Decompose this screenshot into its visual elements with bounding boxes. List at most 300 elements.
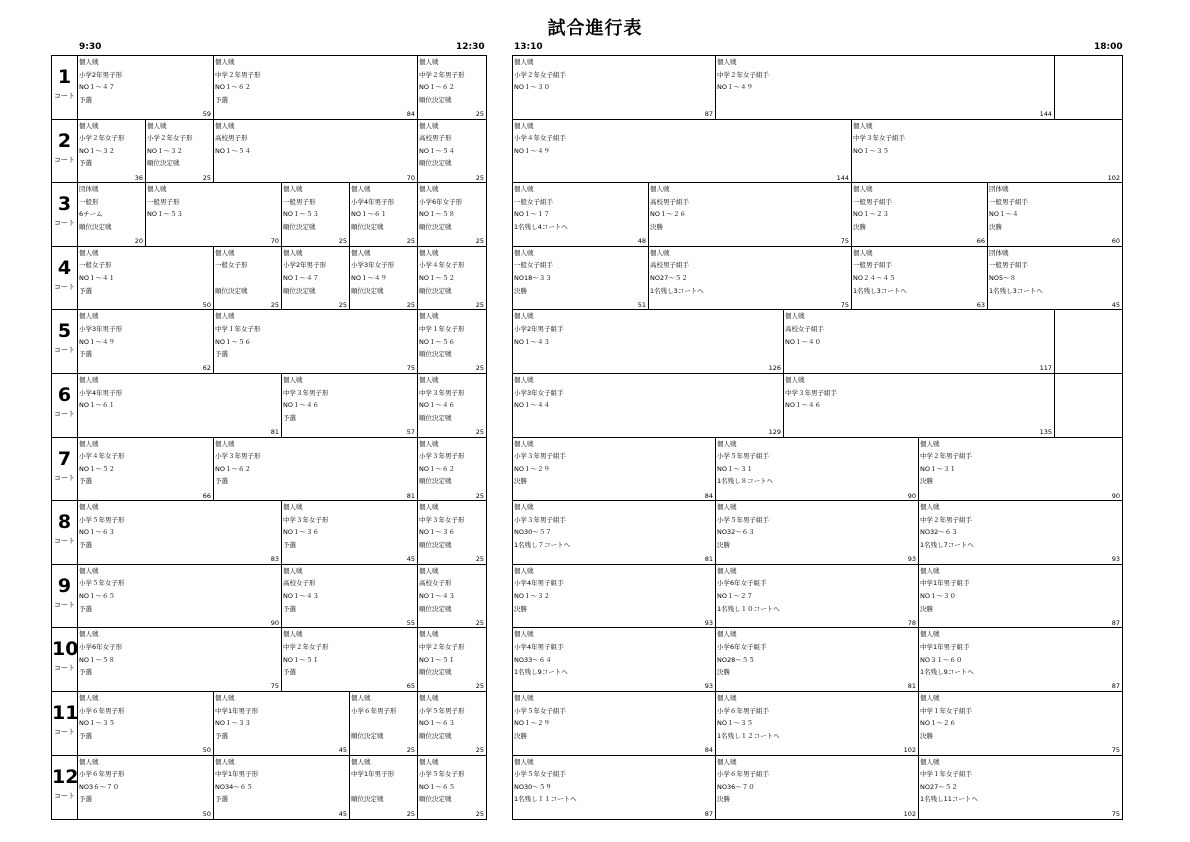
- match-type: 個人戦: [650, 185, 670, 194]
- match-cell: [78, 692, 214, 755]
- court-number-cell: [52, 310, 78, 373]
- match-stage: 1名残し4コートへ: [514, 222, 568, 231]
- match-count: 25: [475, 809, 484, 818]
- match-range: NO１～３６: [283, 528, 319, 537]
- match-range: [351, 781, 417, 794]
- match-type: 個人戦: [283, 185, 303, 194]
- match-type: 個人戦: [785, 312, 805, 321]
- court-label: コート: [54, 346, 75, 355]
- match-range: NO１～３５: [79, 719, 115, 728]
- match-count: 59: [202, 110, 211, 118]
- match-range: NO１～３２: [514, 591, 550, 600]
- match-cat: [1056, 323, 1122, 336]
- match-cell: [78, 501, 282, 564]
- match-cat: 中学３年女子形: [283, 515, 329, 524]
- match-count: 25: [270, 300, 279, 309]
- match-cat: 小学２年女子形: [79, 134, 125, 143]
- match-cell: [1055, 310, 1122, 373]
- match-type: 個人戦: [514, 121, 534, 130]
- match-cat: 小学3年男子形: [79, 324, 123, 333]
- match-cat: 小学４年女子形: [79, 452, 125, 461]
- match-type: [1056, 374, 1122, 387]
- match-count: 25: [406, 237, 415, 246]
- match-stage: [853, 157, 1122, 170]
- match-cell: [513, 628, 716, 691]
- match-count: 50: [202, 746, 211, 754]
- match-cell: [513, 120, 852, 183]
- match-range: NO１～４: [989, 210, 1019, 219]
- match-range: NO１～５１: [283, 655, 319, 664]
- match-cat: [1056, 387, 1122, 400]
- match-stage: [514, 412, 783, 425]
- match-type: 個人戦: [215, 439, 235, 448]
- match-cell: [919, 501, 1122, 564]
- match-type: 個人戦: [215, 58, 235, 66]
- match-type: 個人戦: [853, 248, 873, 257]
- match-type: 個人戦: [79, 248, 99, 257]
- court-label: コート: [54, 219, 75, 228]
- morning-schedule-panel: [51, 55, 487, 820]
- match-cat: 一般形: [79, 197, 99, 206]
- match-stage: 1名残し８コートへ: [717, 477, 774, 486]
- match-cat: 小学3年女子形: [351, 261, 395, 270]
- match-type: 個人戦: [419, 248, 439, 257]
- match-type: 個人戦: [215, 121, 235, 130]
- match-count: 70: [406, 173, 415, 182]
- match-type: 個人戦: [79, 503, 99, 512]
- match-stage: [215, 157, 417, 170]
- match-cat: 中学３年男子形: [283, 388, 329, 397]
- match-stage: 予選: [79, 731, 92, 740]
- match-stage: [785, 348, 1054, 361]
- match-cat: 中学３年女子形: [419, 515, 465, 524]
- match-cell: [513, 247, 649, 310]
- match-cell: [513, 438, 716, 501]
- match-cell: [649, 247, 852, 310]
- match-cell: [350, 692, 418, 755]
- match-stage: 順位決定戦: [419, 350, 452, 359]
- match-type: 個人戦: [215, 312, 235, 321]
- match-count: 81: [406, 491, 415, 500]
- match-cell: [513, 374, 784, 437]
- match-cell: [78, 438, 214, 501]
- match-cat: 中学２年男子組手: [920, 452, 972, 461]
- match-stage: 決勝: [920, 477, 933, 486]
- match-stage: 順位決定戦: [351, 795, 384, 804]
- match-count: 144: [836, 173, 849, 182]
- match-range: NO18～３３: [514, 273, 552, 282]
- match-stage: 1名残し１１コートへ: [514, 795, 577, 804]
- match-count: 102: [903, 746, 916, 754]
- court-label: コート: [54, 410, 75, 418]
- court-row: [52, 565, 486, 629]
- court-number: 12: [52, 765, 79, 788]
- match-cat: [1056, 69, 1122, 82]
- match-cell: [214, 56, 418, 119]
- match-count: 25: [475, 428, 484, 436]
- match-count: 87: [704, 809, 713, 818]
- match-type: 個人戦: [147, 185, 167, 194]
- match-count: 25: [338, 237, 347, 246]
- match-cell: [1055, 374, 1122, 437]
- match-count: 117: [1039, 364, 1052, 373]
- match-cell: [214, 756, 350, 819]
- match-cell: [78, 183, 146, 246]
- match-type: 個人戦: [514, 58, 534, 66]
- match-count: 25: [475, 173, 484, 182]
- match-cell: [784, 310, 1055, 373]
- match-stage: 1名残し3コートへ: [853, 286, 907, 295]
- match-cell: [282, 501, 418, 564]
- match-cat: 一般男子組手: [853, 261, 892, 270]
- match-cat: 高校男子組手: [650, 261, 689, 270]
- match-cell: [716, 438, 919, 501]
- match-cat: 小学５年女子組手: [514, 706, 566, 715]
- match-stage: 順位決定戦: [419, 159, 452, 168]
- match-cat: 小学２年女子形: [147, 134, 193, 143]
- match-range: [1056, 336, 1122, 349]
- match-cell: [716, 565, 919, 628]
- match-range: NO１～３６: [419, 528, 455, 537]
- match-stage: [1056, 94, 1122, 107]
- match-stage: 1名残し7コートへ: [920, 540, 974, 549]
- match-cell: [716, 756, 919, 819]
- match-cell: [852, 247, 988, 310]
- match-stage: [1056, 348, 1122, 361]
- match-cat: 高校女子組手: [785, 324, 824, 333]
- match-range: NO１～４９: [717, 83, 753, 92]
- match-count: 81: [704, 555, 713, 564]
- match-cat: 小学３年男子組手: [514, 515, 566, 524]
- match-cell: [282, 183, 350, 246]
- court-label: コート: [54, 155, 75, 164]
- match-type: 個人戦: [853, 121, 873, 130]
- match-count: 66: [202, 491, 211, 500]
- match-range: NO１～５３: [147, 210, 183, 219]
- match-range: NO１～５６: [419, 337, 455, 346]
- match-cell: [282, 247, 350, 310]
- match-cat: 小学６年男子形: [79, 706, 125, 715]
- match-count: 144: [1039, 110, 1052, 118]
- match-type: 個人戦: [419, 757, 439, 766]
- match-stage: 順位決定戦: [419, 604, 452, 613]
- match-cell: [852, 183, 988, 246]
- match-range: NO１～３５: [853, 146, 889, 155]
- match-stage: 予選: [79, 540, 92, 549]
- match-type: 個人戦: [514, 757, 534, 766]
- match-count: 126: [768, 364, 781, 373]
- match-cell: [716, 56, 1055, 119]
- match-stage: 予選: [215, 795, 228, 804]
- match-stage: 決勝: [514, 731, 527, 740]
- match-type: 個人戦: [514, 694, 534, 702]
- match-cat: 中学１年女子形: [419, 324, 465, 333]
- court-row: [52, 374, 486, 438]
- match-type: 個人戦: [79, 376, 99, 384]
- match-count: 135: [1039, 428, 1052, 436]
- match-cat: 小学３年男子形: [419, 452, 465, 461]
- match-cat: 中学３年男子組手: [785, 388, 837, 397]
- match-range: NO１～５１: [419, 655, 455, 664]
- court-number-cell: [52, 565, 78, 628]
- match-cat: 小学５年男子形: [79, 515, 125, 524]
- match-cell: [350, 247, 418, 310]
- match-type: 個人戦: [283, 248, 303, 257]
- court-number-cell: [52, 692, 78, 755]
- match-type: 個人戦: [419, 566, 439, 575]
- match-cat: 小学３年男子形: [215, 452, 261, 461]
- match-stage: [514, 157, 851, 170]
- timeline-right-end: 18:00: [1094, 42, 1123, 52]
- match-cell: [418, 628, 486, 691]
- match-cell: [418, 120, 486, 183]
- match-type: 個人戦: [79, 630, 99, 639]
- match-stage: 順位決定戦: [419, 286, 452, 295]
- match-type: 個人戦: [351, 185, 371, 194]
- match-cell: [513, 56, 716, 119]
- match-type: 団体戦: [989, 185, 1009, 194]
- match-count: 25: [475, 555, 484, 564]
- match-stage: 予選: [79, 286, 92, 295]
- court-label: コート: [54, 473, 75, 482]
- match-cat: 小学５年男子形: [419, 706, 465, 715]
- match-cat: 小学2年男子形: [79, 70, 123, 79]
- match-stage: 決勝: [920, 604, 933, 613]
- match-count: 102: [903, 809, 916, 818]
- match-cat: 小学６年男子形: [351, 706, 397, 715]
- match-range: [351, 717, 417, 730]
- match-range: NO１～３３: [215, 719, 251, 728]
- match-range: NO１～３２: [79, 146, 115, 155]
- match-cat: 小学4年男子形: [351, 197, 395, 206]
- match-cat: 小学５年男子組手: [717, 452, 769, 461]
- match-cat: 小学4年男子形: [79, 388, 123, 397]
- page-title: 試合進行表: [547, 18, 643, 39]
- match-cat: 一般男子組手: [853, 197, 892, 206]
- court-row: [52, 56, 486, 120]
- court-number-cell: [52, 501, 78, 564]
- court-row: [52, 120, 486, 184]
- match-cat: 小学6年女子組手: [717, 642, 767, 651]
- match-stage: 予選: [283, 604, 296, 613]
- match-range: NO１～６３: [419, 719, 455, 728]
- match-type: 個人戦: [419, 503, 439, 512]
- match-range: NO１～４９: [514, 146, 550, 155]
- match-cat: 小学５年女子組手: [514, 770, 566, 779]
- match-type: 個人戦: [853, 185, 873, 194]
- match-type: 個人戦: [283, 566, 303, 575]
- match-stage: 順位決定戦: [79, 222, 112, 231]
- match-range: NO１～３０: [514, 83, 550, 92]
- match-range: NO１～５２: [79, 464, 115, 473]
- match-range: NO１～３１: [920, 464, 956, 473]
- match-stage: [514, 348, 783, 361]
- match-count: 75: [270, 682, 279, 691]
- match-stage: 予選: [79, 668, 92, 677]
- match-cat: 一般女子組手: [514, 261, 553, 270]
- match-type: 個人戦: [514, 566, 534, 575]
- match-count: 50: [202, 300, 211, 309]
- match-range: [215, 272, 281, 285]
- match-count: 45: [1111, 300, 1120, 309]
- match-count: 25: [406, 809, 415, 818]
- match-stage: 1名残し11コートへ: [920, 795, 978, 804]
- match-stage: [785, 412, 1054, 425]
- match-stage: 決勝: [920, 731, 933, 740]
- match-stage: 予選: [283, 540, 296, 549]
- match-range: NO5～８: [989, 273, 1017, 282]
- match-count: 60: [1111, 237, 1120, 246]
- timeline-left-start: 9:30: [79, 42, 102, 52]
- match-cat: 中学1年男子形: [215, 706, 259, 715]
- match-type: 個人戦: [419, 58, 439, 66]
- match-cell: [649, 183, 852, 246]
- match-cell: [214, 692, 350, 755]
- match-cell: [513, 565, 716, 628]
- match-cat: 中学２年男子形: [215, 70, 261, 79]
- match-stage: 予選: [79, 477, 92, 486]
- match-count: 25: [475, 364, 484, 373]
- match-type: 個人戦: [514, 376, 534, 384]
- match-range: NO１～４４: [514, 401, 550, 410]
- match-cell: [418, 374, 486, 437]
- court-row: [513, 565, 1122, 629]
- match-type: 個人戦: [717, 439, 737, 448]
- match-cat: 一般男子形: [283, 197, 316, 206]
- match-cell: [78, 628, 282, 691]
- match-type: 個人戦: [717, 757, 737, 766]
- match-stage: 予選: [79, 604, 92, 613]
- match-count: 84: [406, 110, 415, 118]
- match-range: NO27～５２: [920, 782, 958, 791]
- match-range: NO１～６５: [419, 782, 455, 791]
- match-count: 70: [270, 237, 279, 246]
- match-stage: [147, 221, 281, 234]
- court-row: [52, 183, 486, 247]
- match-count: 25: [475, 682, 484, 691]
- court-row: [52, 692, 486, 756]
- match-type: 個人戦: [79, 312, 99, 321]
- court-row: [52, 628, 486, 692]
- match-count: 48: [637, 237, 646, 246]
- match-type: 個人戦: [514, 503, 534, 512]
- match-cat: 高校男子形: [215, 134, 248, 143]
- match-cat: 小学3年女子組手: [514, 388, 564, 397]
- match-cell: [214, 438, 418, 501]
- match-stage: 1名残し７コートへ: [514, 540, 571, 549]
- match-cell: [282, 628, 418, 691]
- match-cat: 中学２年女子形: [419, 642, 465, 651]
- match-range: [1056, 81, 1122, 94]
- match-range: NO１～５２: [419, 273, 455, 282]
- match-type: 個人戦: [351, 248, 371, 257]
- match-range: NO30～５９: [514, 782, 552, 791]
- match-range: NO１～４６: [283, 401, 319, 410]
- match-stage: 決勝: [650, 222, 663, 231]
- court-number: 3: [57, 193, 72, 216]
- match-count: 65: [406, 682, 415, 691]
- court-label: コート: [54, 537, 75, 546]
- match-cell: [418, 501, 486, 564]
- match-cell: [513, 310, 784, 373]
- court-label: コート: [54, 791, 75, 800]
- match-count: 57: [406, 428, 415, 436]
- match-type: 個人戦: [79, 566, 99, 575]
- match-range: NO３１～６０: [920, 655, 963, 664]
- match-stage: 順位決定戦: [419, 222, 452, 231]
- match-stage: 順位決定戦: [419, 795, 452, 804]
- match-type: 個人戦: [79, 757, 99, 766]
- match-cat: 一般男子組手: [989, 197, 1028, 206]
- match-cell: [78, 247, 214, 310]
- match-cell: [78, 756, 214, 819]
- match-range: NO１～６２: [419, 464, 455, 473]
- match-cell: [1055, 56, 1122, 119]
- match-cat: 高校女子形: [283, 579, 316, 588]
- match-stage: [79, 412, 281, 425]
- match-cell: [350, 756, 418, 819]
- match-stage: 予選: [79, 95, 92, 104]
- court-row: [52, 247, 486, 311]
- match-count: 25: [475, 300, 484, 309]
- match-cat: 中学２年女子形: [283, 642, 329, 651]
- match-range: NO32～６３: [920, 528, 958, 537]
- match-cell: [716, 501, 919, 564]
- court-number: 1: [57, 66, 72, 88]
- court-number-cell: [52, 438, 78, 501]
- court-number: 4: [57, 256, 72, 279]
- match-count: 25: [475, 491, 484, 500]
- match-count: 87: [1111, 682, 1120, 691]
- match-cell: [513, 692, 716, 755]
- match-stage: 決勝: [717, 795, 730, 804]
- court-number: 8: [57, 511, 72, 534]
- match-range: NO１～３１: [717, 464, 753, 473]
- match-cell: [513, 756, 716, 819]
- match-cat: 中学1年男子形: [351, 770, 395, 779]
- match-cat: 中学１年女子組手: [920, 770, 972, 779]
- match-count: 87: [704, 110, 713, 118]
- match-range: NO１～５８: [79, 655, 115, 664]
- match-range: NO１～６２: [215, 464, 251, 473]
- court-row: [52, 756, 486, 820]
- match-cat: 小学6年女子形: [79, 642, 123, 651]
- match-type: 団体戦: [989, 248, 1009, 257]
- match-stage: 予選: [283, 413, 296, 422]
- afternoon-schedule-panel: [512, 55, 1123, 820]
- court-number-cell: [52, 628, 78, 691]
- match-range: NO１～３５: [717, 719, 753, 728]
- match-cell: [146, 120, 214, 183]
- match-range: NO30～５７: [514, 528, 552, 537]
- match-type: 個人戦: [514, 248, 534, 257]
- match-cell: [418, 692, 486, 755]
- match-cell: [418, 247, 486, 310]
- match-cell: [282, 565, 418, 628]
- match-type: 個人戦: [419, 630, 439, 639]
- court-row: [52, 501, 486, 565]
- match-count: 25: [475, 618, 484, 627]
- match-type: 個人戦: [419, 185, 439, 194]
- match-cat: 小学6年女子形: [419, 197, 463, 206]
- match-cell: [214, 120, 418, 183]
- match-type: 個人戦: [215, 757, 235, 766]
- match-cat: 小学３年男子組手: [514, 452, 566, 461]
- match-count: 25: [202, 173, 211, 182]
- match-range: NO１～６１: [351, 210, 387, 219]
- match-count: 93: [907, 555, 916, 564]
- match-cat: 一般女子形: [79, 261, 112, 270]
